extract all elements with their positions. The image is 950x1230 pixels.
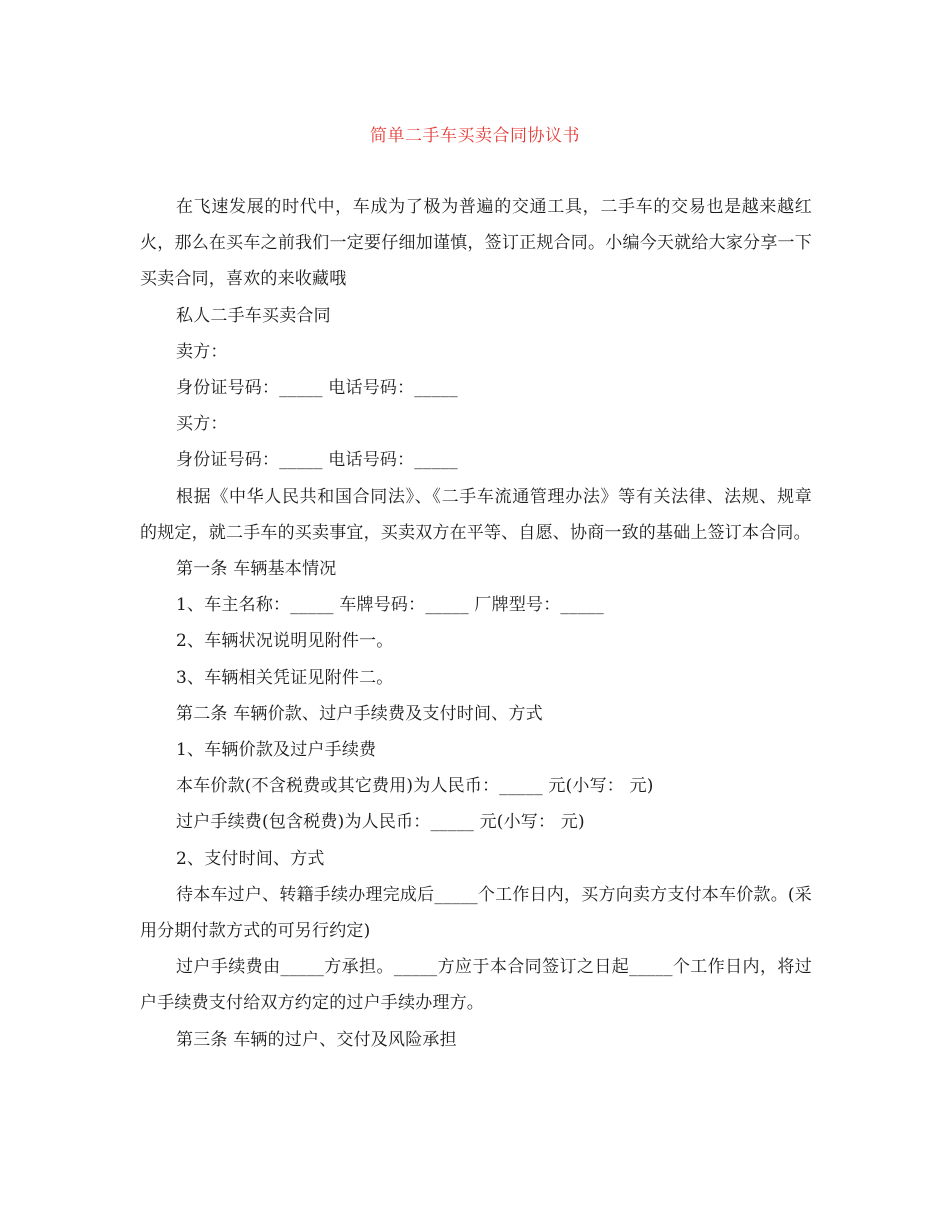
payment-time-paragraph: 待本车过户、转籍手续办理完成后_____个工作日内，买方向卖方支付本车价款。(采用分期付款方式的可另行约定) xyxy=(140,884,812,942)
intro-paragraph: 在飞速发展的时代中，车成为了极为普遍的交通工具，二手车的交易也是越来越红火，那么在买车之前我们一定要仔细加谨慎，签订正规合同。小编今天就给大家分享一下买卖合同，喜欢的来收藏哦 xyxy=(140,197,812,290)
article-3-heading: 第三条 车辆的过户、交付及风险承担 xyxy=(176,1029,457,1050)
article-2-heading: 第二条 车辆价款、过户手续费及支付时间、方式 xyxy=(176,703,543,724)
article-1-item-2: 2、车辆状况说明见附件一。 xyxy=(176,631,394,652)
article-2-item-2: 2、支付时间、方式 xyxy=(176,848,325,869)
article-2-item-1: 1、车辆价款及过户手续费 xyxy=(176,740,377,761)
article-1-item-3: 3、车辆相关凭证见附件二。 xyxy=(176,667,394,688)
document-body xyxy=(140,189,812,1058)
buyer-id-phone-line: 身份证号码：_____ 电话号码：_____ xyxy=(176,450,458,471)
seller-id-phone-line: 身份证号码：_____ 电话号码：_____ xyxy=(176,378,458,399)
document-title: 简单二手车买卖合同协议书 xyxy=(370,126,580,146)
vehicle-price-line: 本车价款(不含税费或其它费用)为人民币：_____ 元(小写： 元) xyxy=(176,776,654,797)
article-1-heading: 第一条 车辆基本情况 xyxy=(176,559,337,580)
contract-heading: 私人二手车买卖合同 xyxy=(176,305,331,326)
article-1-item-1: 1、车主名称：_____ 车牌号码：_____ 厂牌型号：_____ xyxy=(176,595,604,616)
buyer-label: 买方： xyxy=(176,414,228,435)
transfer-fee-payment-paragraph: 过户手续费由_____方承担。_____方应于本合同签订之日起_____个工作日内，将过户手续费支付给双方约定的过户手续办理方。 xyxy=(140,957,812,1014)
transfer-fee-line: 过户手续费(包含税费)为人民币：_____ 元(小写： 元) xyxy=(176,812,585,833)
legal-basis-paragraph: 根据《中华人民共和国合同法》、《二手车流通管理办法》等有关法律、法规、规章的规定，就二手车的买卖事宜，买卖双方在平等、自愿、协商一致的基础上签订本合同。 xyxy=(140,486,812,543)
seller-label: 卖方： xyxy=(176,341,228,362)
